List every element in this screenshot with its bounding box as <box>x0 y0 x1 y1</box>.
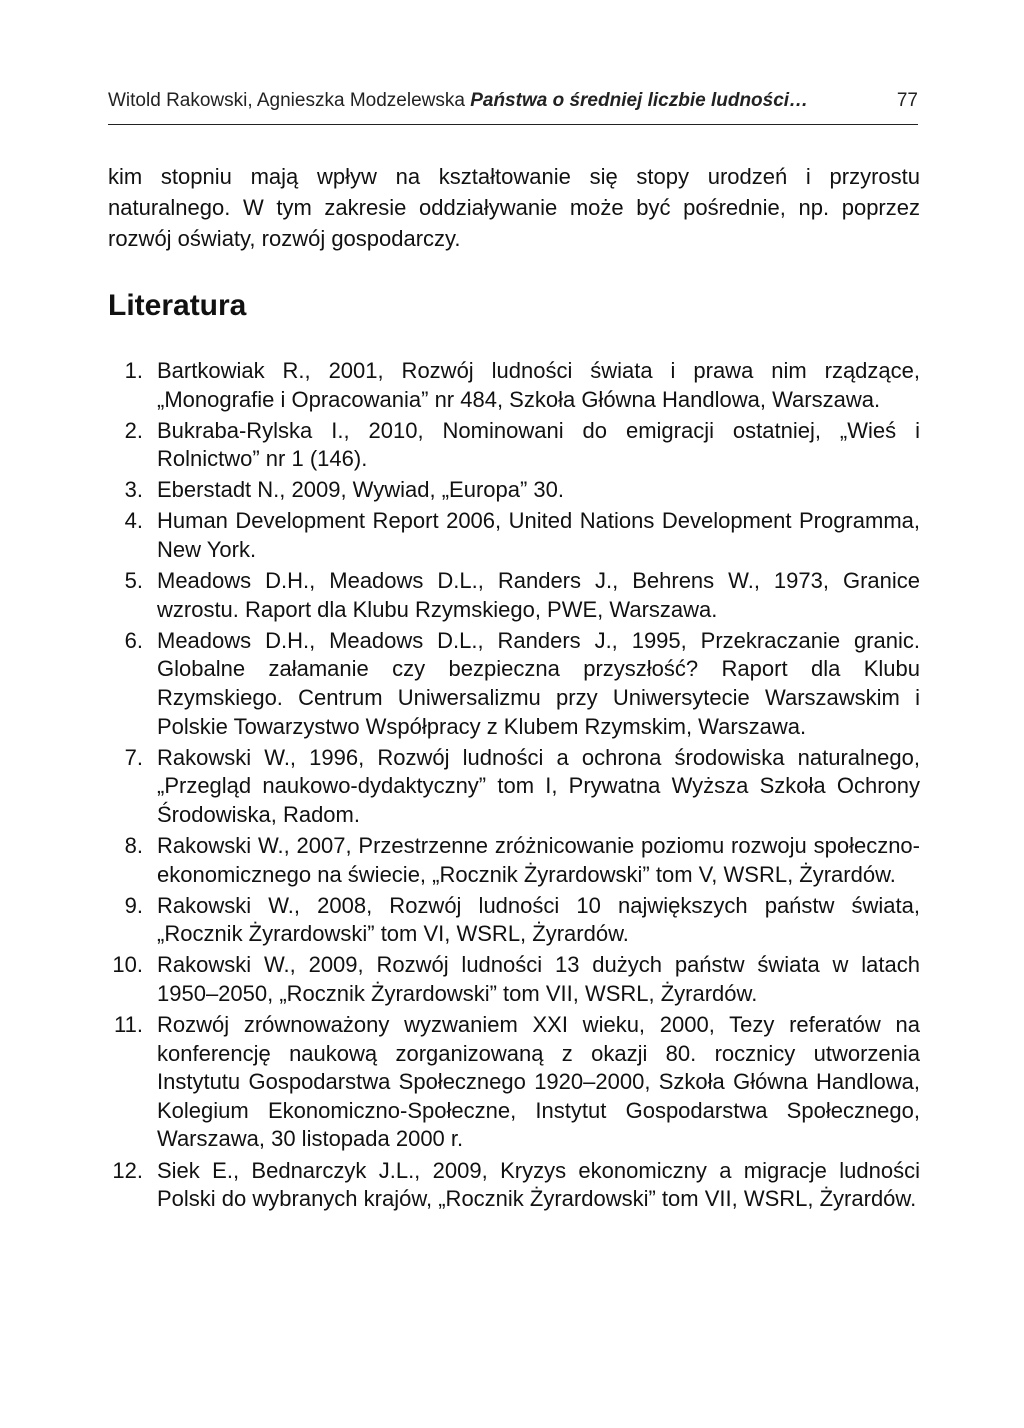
running-header <box>108 88 918 114</box>
reference-text: Meadows D.H., Meadows D.L., Randers J., 1995, Przekraczanie granic. Globalne załamanie czy bezpieczna przyszłość? Raport dla Klubu Rzymskiego. Centrum Uniwersalizmu przy Uniwersytecie Warszawskim i Polskie Towarzystwo Współpracy z Klubem Rzymskim, Warszawa. <box>157 627 920 739</box>
reference-number: 6. <box>124 627 143 653</box>
reference-number: 3. <box>124 477 143 503</box>
reference-text: Rakowski W., 2008, Rozwój ludności 10 największych państw świata, „Rocznik Żyrardowski” tom VI, WSRL, Żyrardów. <box>157 892 920 947</box>
reference-item <box>0 1011 1024 1154</box>
reference-text: Bukraba-Rylska I., 2010, Nominowani do emigracji ostatniej, „Wieś i Rolnictwo” nr 1 (146). <box>157 417 920 472</box>
reference-text: Rozwój zrównoważony wyzwaniem XXI wieku, 2000, Tezy referatów na konferencję naukową zorganizowaną z okazji 80. rocznicy utworzenia Instytutu Gospodarstwa Społecznego 1920–2000, Szkoła Główna Handlowa, Kolegium Ekonomiczno-Społeczne, Instytut Gospodarstwa Społecznego, Warszawa, 30 listopada 2000 r. <box>157 1012 920 1152</box>
header-rule <box>108 124 918 125</box>
reference-item <box>0 892 1024 949</box>
reference-number: 2. <box>124 417 143 443</box>
reference-number: 1. <box>124 358 143 383</box>
reference-text: Rakowski W., 1996, Rozwój ludności a ochrona środowiska naturalnego, „Przegląd naukowo-dydaktyczny” tom I, Prywatna Wyższa Szkoła Ochrony Środowiska, Radom. <box>157 744 920 827</box>
reference-item <box>0 1157 1024 1214</box>
reference-item <box>0 507 1024 564</box>
reference-number: 11. <box>114 1012 143 1038</box>
reference-text: Rakowski W., 2007, Przestrzenne zróżnicowanie poziomu rozwoju społeczno-ekonomicznego na świecie, „Rocznik Żyrardowski” tom V, WSRL, Żyrardów. <box>157 833 920 887</box>
reference-number: 8. <box>124 833 143 858</box>
reference-number: 12. <box>112 1157 143 1183</box>
reference-item <box>0 951 1024 1008</box>
reference-item <box>0 476 1024 505</box>
reference-item <box>0 832 1024 889</box>
reference-number: 4. <box>124 508 143 534</box>
reference-number: 10. <box>112 952 143 978</box>
reference-text: Human Development Report 2006, United Nations Development Programma, New York. <box>157 508 920 563</box>
reference-number: 9. <box>124 892 143 918</box>
reference-item <box>0 567 1024 624</box>
reference-item <box>0 357 1024 414</box>
reference-item <box>0 417 1024 474</box>
reference-text: Rakowski W., 2009, Rozwój ludności 13 dużych państw świata w latach 1950–2050, „Rocznik Żyrardowski” tom VII, WSRL, Żyrardów. <box>157 952 920 1006</box>
header-left <box>108 88 808 114</box>
section-heading: Literatura <box>108 289 247 322</box>
reference-text: Siek E., Bednarczyk J.L., 2009, Kryzys ekonomiczny a migracje ludności Polski do wybranych krajów, „Rocznik Żyrardowski” tom VII, WSRL, Żyrardów. <box>157 1157 920 1212</box>
reference-text: Eberstadt N., 2009, Wywiad, „Europa” 30. <box>157 477 564 503</box>
reference-text: Meadows D.H., Meadows D.L., Randers J., Behrens W., 1973, Granice wzrostu. Raport dla Klubu Rzymskiego, PWE, Warszawa. <box>157 568 920 622</box>
header-title: Państwa o średniej liczbie ludności… <box>470 90 809 111</box>
intro-paragraph: kim stopniu mają wpływ na kształtowanie się stopy urodzeń i przyrostu naturalnego. W tym zakresie oddziaływanie może być pośrednie, np. poprzez rozwój oświaty, rozwój gospodarczy. <box>108 164 920 251</box>
reference-item <box>0 627 1024 741</box>
reference-item <box>0 744 1024 830</box>
reference-number: 7. <box>124 744 143 770</box>
reference-list <box>0 357 1024 1216</box>
reference-text: Bartkowiak R., 2001, Rozwój ludności świata i prawa nim rządzące, „Monografie i Opracowania” nr 484, Szkoła Główna Handlowa, Warszawa. <box>157 358 920 412</box>
page-number: 77 <box>896 90 918 111</box>
reference-number: 5. <box>124 568 143 594</box>
header-authors: Witold Rakowski, Agnieszka Modzelewska <box>108 90 465 111</box>
